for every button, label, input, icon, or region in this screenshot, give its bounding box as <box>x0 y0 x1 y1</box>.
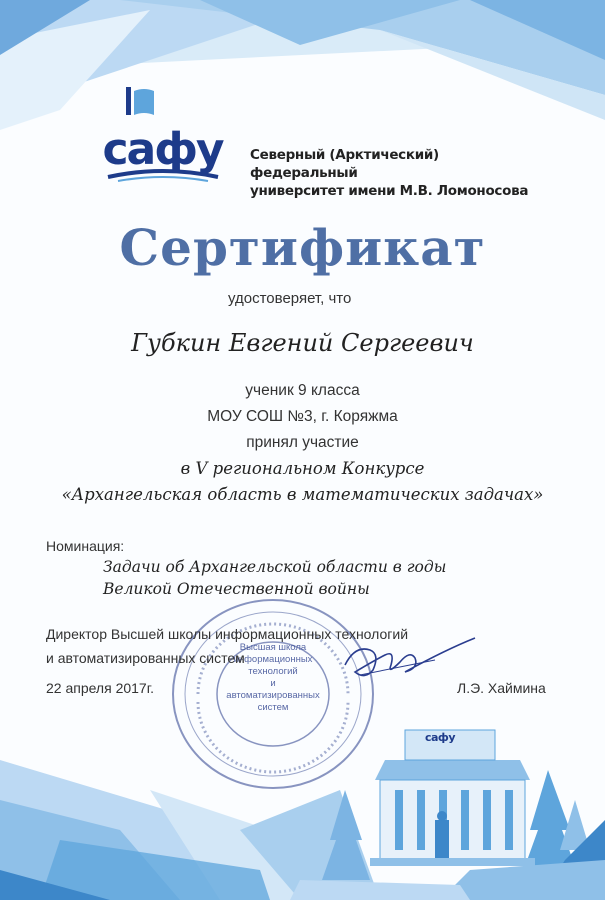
university-name <box>250 146 550 200</box>
stamp-line5: систем <box>257 702 289 713</box>
university-line2: университет имени М.В. Ломоносова <box>250 183 529 199</box>
stamp-line2: информационных <box>233 654 313 665</box>
grade-text: ученик 9 класса <box>245 382 360 399</box>
participation-text: принял участие <box>246 434 359 451</box>
stamp-line4: и автоматизированных <box>226 678 320 701</box>
school-text: МОУ СОШ №3, г. Коряжма <box>207 408 398 425</box>
issue-date: 22 апреля 2017г. <box>46 680 155 696</box>
university-line1: Северный (Арктический) федеральный <box>250 147 439 181</box>
director-line2: и автоматизированных систем <box>46 650 245 666</box>
nomination-label: Номинация: <box>46 538 125 554</box>
logo-text: сафу <box>102 124 223 175</box>
nomination-line1: Задачи об Архангельской области в годы <box>103 558 447 576</box>
building-logo-text: сафу <box>424 731 456 744</box>
recipient-name: Губкин Евгений Сергеевич <box>131 329 474 357</box>
stamp-line3: технологий <box>248 666 298 677</box>
nomination-line2: Великой Отечественной войны <box>103 580 370 598</box>
signer-name: Л.Э. Хаймина <box>457 680 546 696</box>
contest-text: в V региональном Конкурсе <box>180 459 425 478</box>
director-line1: Директор Высшей школы информационных технологий <box>46 626 409 642</box>
certifies-text: удостоверяет, что <box>228 290 352 307</box>
certificate-title: Сертификат <box>119 218 486 277</box>
contest-title: «Архангельская область в математических задачах» <box>61 485 544 504</box>
stamp-line1: Высшая школа <box>239 642 307 653</box>
